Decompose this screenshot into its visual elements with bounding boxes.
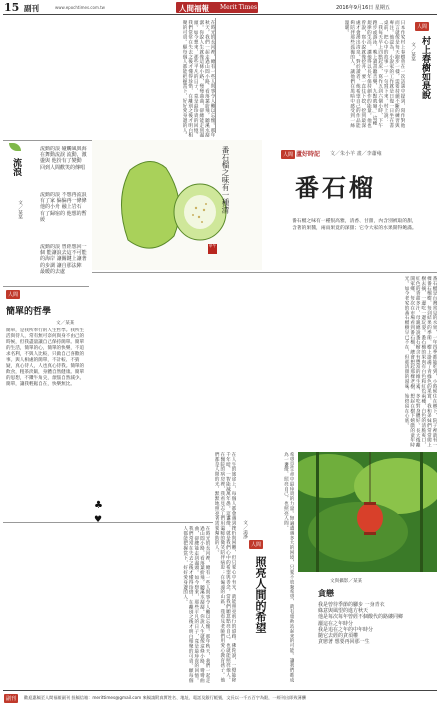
lower-left-article: 在時光的長河裡，總有一些人與事令人難以忘懷。那年秋天，我們一起走過山間小路，看落葉紛飛，聽溪水潺潺。你說人生就像這條小路，彎彎曲曲，卻總能走到盡頭。如今想來，那些平凡的日子，竟是最珍貴的回憶。我們常常在失去之後才懂得珍惜，在離別之後才明白相聚的可貴。願每個人都能把握當下，好好愛身邊的人。	[182, 526, 210, 683]
essay-murakami-author: 文／某某	[410, 42, 416, 62]
guava-painting	[92, 140, 262, 270]
guava-caption: 番石榴之味有一種很高雅，清香、甘甜，內含別被取的甜，含著的果醬，兩雨果竟的深甜；它令大家的水果開得飽滿。	[292, 219, 417, 231]
footer-badge: 副刊	[6, 696, 17, 702]
philosophy-badge: 人間	[8, 292, 19, 298]
guava-author: 文／朱小羊 畫／李蕭雍	[330, 151, 382, 157]
masthead-cn: 人間福報	[179, 4, 209, 13]
greedy-love-line: 他是每次每年曾經不個酸代的路縷同鄉	[318, 614, 404, 621]
guava-title: 番石榴	[295, 173, 376, 202]
guava-calligraphy: 番石榴之味有一種清	[221, 146, 230, 214]
greedy-love-line: 貪戀著 想要再回那一生	[318, 639, 370, 646]
column-article-text: 在時光的長河裡，總有一些人與事令人難以忘懷。那年秋天，我們一起走過山間小路，看落葉紛飛，聽溪水潺潺。你說人生就像這條小路，彎彎曲曲，卻總能走到盡頭。如今想來，那些平凡的日子，竟是最珍貴的回憶。我們常常在失去之後才懂得珍惜，在離別之後才明白相聚的可貴。願每個人都能把握當下，好好愛身邊的人。	[182, 20, 215, 138]
greedy-love-line: 灑這在之年時分	[318, 620, 354, 627]
light-hope-text2: 希望是生命中最珍貴的力量。無論遭遇多大的困境，只要不放棄希望，就有重新站起來的可能。讓我們都成為一盞燈，照亮自己，也照亮人間。	[283, 452, 294, 683]
header-date: 2016年9月16日 星期五	[336, 5, 390, 11]
club-suit-icon: ♣	[94, 500, 103, 511]
footer-text: 歡迎惠稿至人間福報副刊 投稿信箱：merittimes@gmail.com 來稿請附真實姓名、地址、電話及銀行帳號，文長以一千五百字為限，一經刊出即致薄酬	[24, 695, 306, 700]
leaf-icon	[9, 143, 21, 151]
greedy-love-poem	[318, 602, 436, 645]
red-seal-text: 甲午	[208, 244, 217, 248]
greedy-love-line: 隨它去經的貪須權	[318, 633, 359, 640]
poem-stream-stanza3: 流動的浪 曾經想回一個 能讓浪去這不可能的海岸 讓關鍵上讓著的步調 讓自那法陣 最暖的去處	[40, 244, 87, 275]
header-url: www.epochtimes.com.tw	[55, 5, 105, 10]
essay-murakami-title: 村上春樹如是說	[420, 36, 430, 99]
section-name: 副刊	[24, 4, 39, 13]
greedy-love-line: 綠意與風望的進方秋天	[318, 608, 369, 615]
philosophy-author: 文／某某	[56, 321, 75, 326]
greedy-love-line: 我是曾待季節的腳步 一身青衣	[318, 602, 385, 608]
guava-article-text: 番石榴是台灣常見的水果，一年四季都能吃到，小時候住在鄉下，院子裡就有一棵番石榴樹，每到結果的季節，樹上掛滿了青綠色的果實，我和弟妹們常常爬上樹去摘，一邊吃一邊玩耍。番石榴的果肉有白色和紅色兩種，白色的清脆爽口，紅色的香甜多汁，母親總說番石榴含有豐富的維生素，多吃對身體好。長大後離開家鄉，每次在市場看到番石榴，總會想起那棵老樹，想起在樹下嬉戲的童年時光。如今老家的番石榴樹早已不在，但那清甜的滋味，始終留在心底。	[404, 276, 437, 448]
greedy-love-line: 我是追在之年的中年時分	[318, 626, 374, 633]
greedy-love-credit: 文與攝影／某某	[330, 579, 363, 584]
red-seal	[208, 244, 217, 254]
guava-badge: 人間	[283, 152, 294, 158]
poem-stream-author: 文／某某	[17, 200, 23, 220]
light-hope-text: 在人生的旅途上，每個人都會遇到挫折與困難，但只要心中有光，就能照亮前行的道路。佛陀說，一燈能除千年暗，一智能滅萬年愚。這盞燈，就是我們心中的希望與善念。當我們願意點亮自己，也就能照亮他人。在醫院的病房裡，我看見志工們用溫暖的微笑陪伴病患；在偏遠的山區，我看見老師們用愛心教育孩子。他們都是人間的光，默默地照亮著需要幫助的人。	[214, 452, 236, 683]
poem-stream-stanza1: 流動的浪 碰觸風與海在舞動流淚 流動，激盪與 他扮有了變動 回到人間歡笑的傳唱	[40, 146, 87, 171]
greedy-love-title: 貪戀	[318, 588, 334, 598]
essay-murakami-text: 日本作家村上春樹曾在一次訪談中提到，寫作對他而言就像是每天跑步一樣，需要持續不斷的練習與專注。他認為，小說家的工作就是日復一日坐在書桌前，把心中的故事一字一句寫下來。村上說：「我每天早上四點起床，寫作五到六個小時，下午跑步或游泳，晚上讀書聽音樂，九點就寢。」這種規律的生活，讓他得以長年保持創作的能量。他也曾說，寫小說就像挖井，要一直往下挖，挖到最深處才會湧出清泉。對於讀者，他希望自己的作品能夠陪伴那些孤獨的人，讓他們在黑暗中感受到一絲溫暖。	[344, 20, 405, 128]
guava-label: 蘆好時記	[296, 151, 321, 158]
page-number: 15	[4, 1, 20, 14]
light-hope-title: 照亮人間的希望	[254, 556, 267, 633]
page-header	[0, 0, 440, 15]
masthead-logo	[176, 2, 258, 13]
light-hope-badge: 人間	[251, 542, 262, 548]
bamboo-photo	[298, 452, 437, 572]
poem-stream-title: 流浪	[11, 158, 21, 176]
philosophy-title: 簡單的哲學	[6, 307, 52, 317]
bamboo-lantern-scene	[298, 452, 437, 572]
philosophy-text: 簡單，是我所奉行的人生哲學。我所生活與待人，常有無可奈何與身不由己的時候，但我盡量讓自己保持簡單。簡單的生活，簡單的心，簡單的快樂，不追求名利，不與人比較，只做自己喜歡的事。與人相處的簡單，不計較、不猜疑，真心待人，人也真心待我。簡單的飲食，粗茶淡飯，身體自然健康。簡單的思想，不鑽牛角尖，煩惱自然減少。簡單，讓我輕鬆自在，快樂無比。	[6, 328, 85, 387]
poem-stream-stanza2: 流動的浪 不想再流浪 有了家 偏偏再一條條他的小舟 融上岩石 有了歸宿的 他想的暫緩	[40, 192, 87, 223]
essay-murakami-badge: 人間	[417, 24, 428, 30]
guava-illustration	[92, 140, 262, 270]
masthead-en: Merit Times	[220, 4, 258, 11]
heart-suit-icon: ♥	[94, 515, 103, 525]
light-hope-author: 文／湯淨	[242, 520, 248, 540]
